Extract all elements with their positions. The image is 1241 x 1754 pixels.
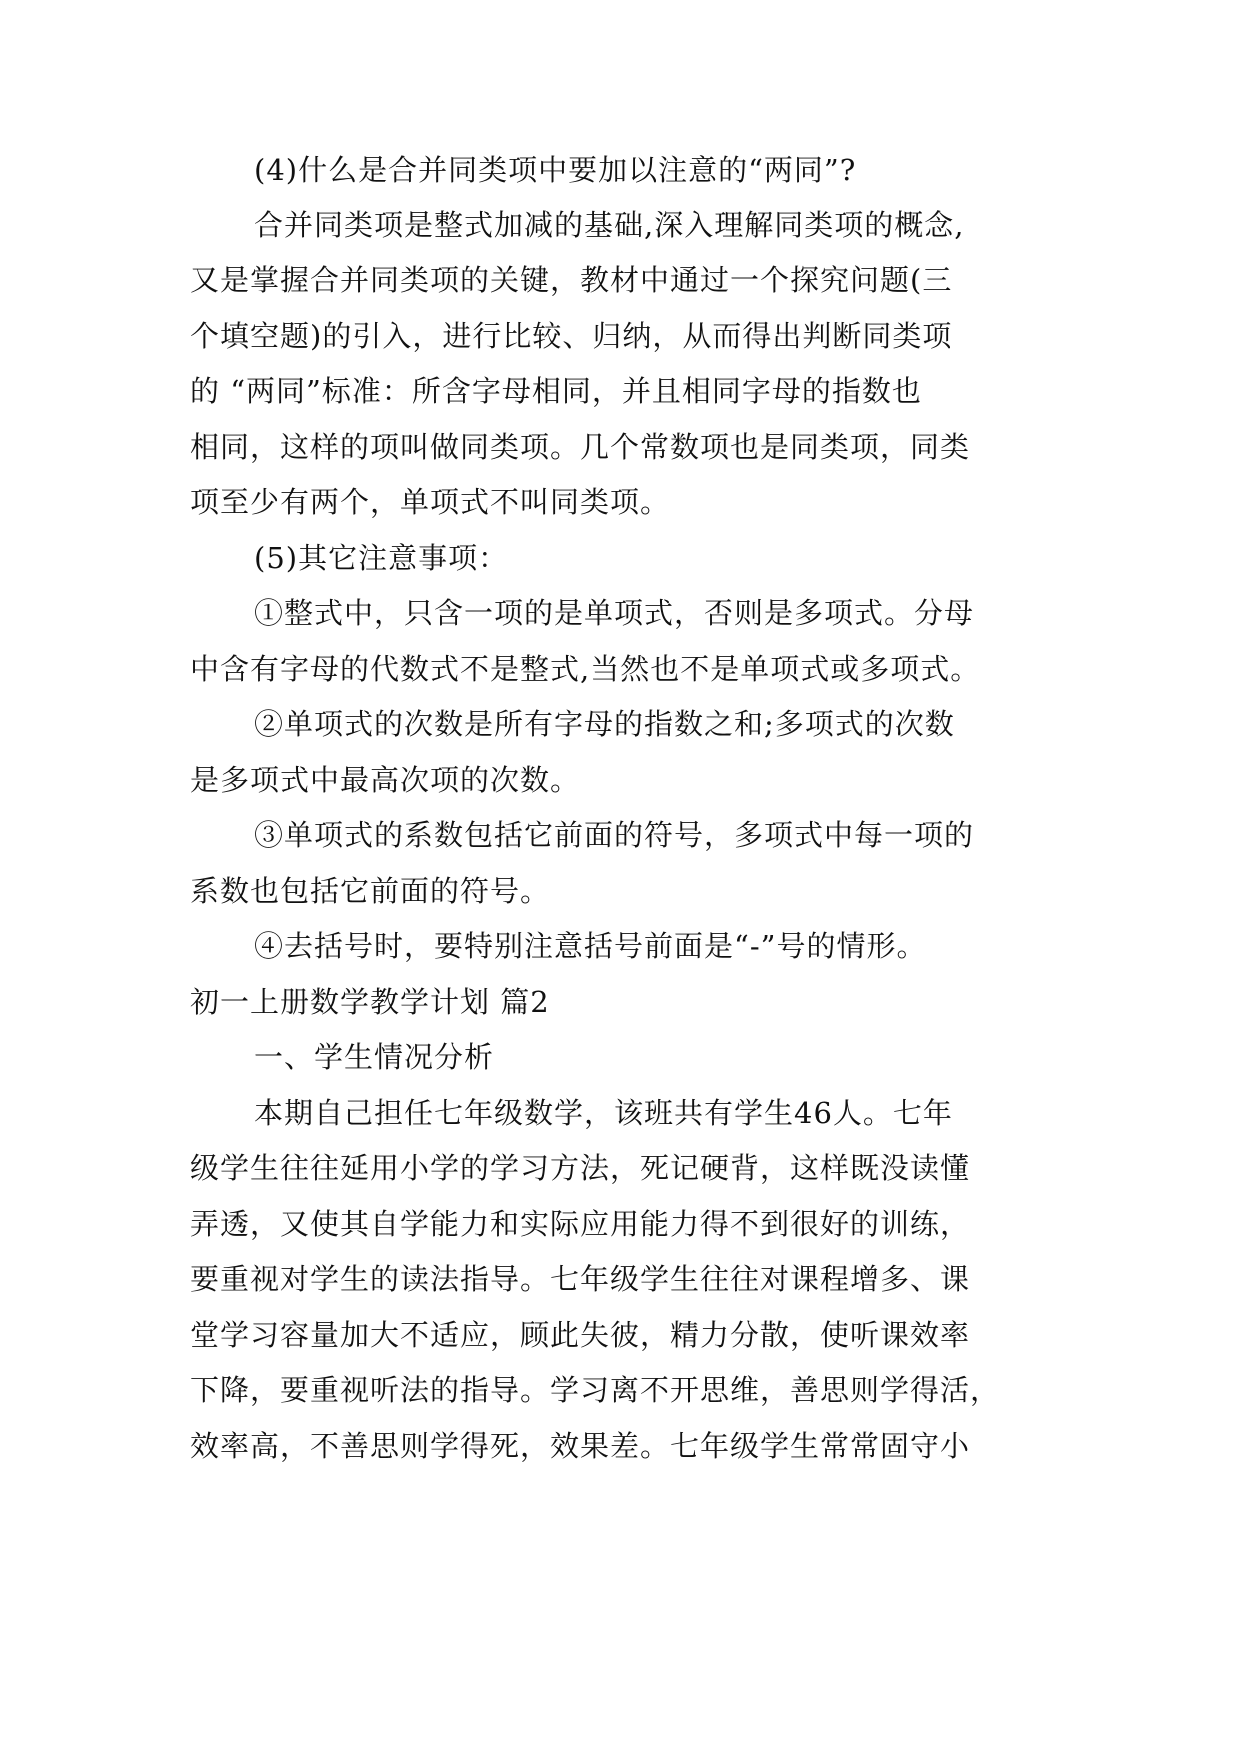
question-5-heading: (5)其它注意事项：: [254, 541, 509, 575]
paragraph-line: 本期自己担任七年级数学，该班共有学生46人。七年: [254, 1096, 953, 1130]
paragraph-line: 系数也包括它前面的符号。: [190, 874, 551, 908]
paragraph-line: 弄透，又使其自学能力和实际应用能力得不到很好的训练，: [190, 1207, 971, 1241]
question-4-heading: (4)什么是合并同类项中要加以注意的“两同”?: [254, 153, 857, 187]
paragraph-line: 要重视对学生的读法指导。七年级学生往往对课程增多、课: [190, 1262, 971, 1296]
paragraph-line: 级学生往往延用小学的学习方法，死记硬背，这样既没读懂: [190, 1151, 971, 1185]
note-item-2: ②单项式的次数是所有字母的指数之和;多项式的次数: [254, 707, 955, 741]
paragraph-line: 又是掌握合并同类项的关键，教材中通过一个探究问题(三: [190, 263, 953, 297]
paragraph-line: 项至少有两个，单项式不叫同类项。: [190, 485, 671, 519]
note-item-3: ③单项式的系数包括它前面的符号，多项式中每一项的: [254, 818, 975, 852]
paragraph-line: 效率高，不善思则学得死，效果差。七年级学生常常固守小: [190, 1429, 971, 1463]
paragraph-line: 中含有字母的代数式不是整式,当然也不是单项式或多项式。: [190, 652, 981, 686]
subsection-heading: 一、学生情况分析: [254, 1040, 495, 1074]
note-item-4: ④去括号时，要特别注意括号前面是“-”号的情形。: [254, 929, 927, 963]
section-title: 初一上册数学教学计划 篇2: [190, 985, 550, 1019]
paragraph-line: 的 “两同”标准：所含字母相同，并且相同字母的指数也: [190, 374, 922, 408]
paragraph-line: 下降，要重视听法的指导。学习离不开思维，善思则学得活，: [190, 1373, 1001, 1407]
note-item-1: ①整式中，只含一项的是单项式，否则是多项式。分母: [254, 596, 975, 630]
paragraph-line: 相同，这样的项叫做同类项。几个常数项也是同类项，同类: [190, 430, 971, 464]
paragraph-line: 合并同类项是整式加减的基础,深入理解同类项的概念,: [254, 208, 965, 242]
paragraph-line: 堂学习容量加大不适应，顾此失彼，精力分散，使听课效率: [190, 1318, 971, 1352]
paragraph-line: 个填空题)的引入，进行比较、归纳，从而得出判断同类项: [190, 319, 953, 353]
paragraph-line: 是多项式中最高次项的次数。: [190, 763, 581, 797]
